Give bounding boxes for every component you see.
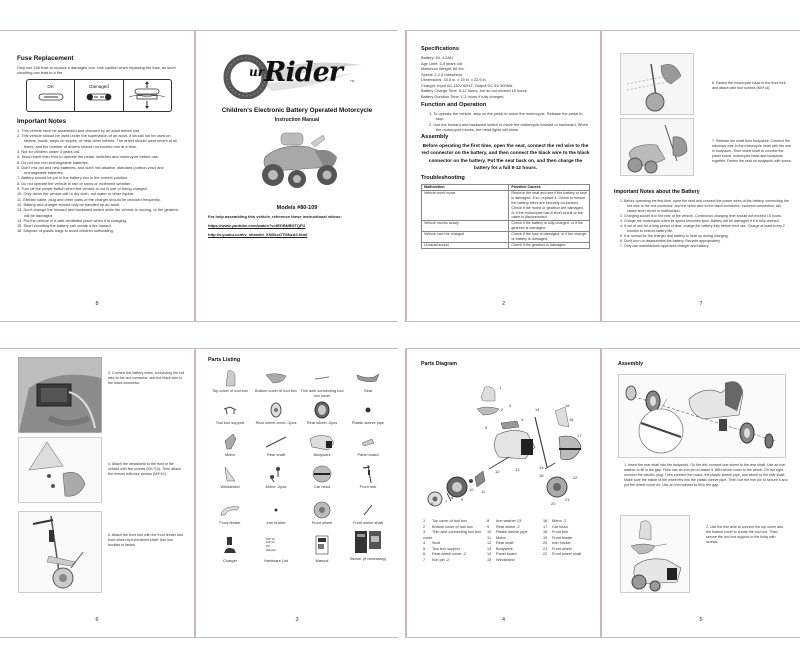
battery-notes-heading: Important Notes about the Battery	[614, 189, 700, 195]
spread-top-right	[405, 30, 800, 322]
parts-diagram-heading: Parts Diagram	[421, 361, 457, 367]
step4-text: 4. Attach the windshield to the front of the vehicle with five screws (M3 *10). Then attach the mirrors with four screws (M3*10).	[108, 462, 182, 476]
part-rear-wheel: Rear wheel -2pcs	[298, 401, 346, 426]
logo-main: Rider	[264, 57, 342, 88]
note-item: 14. Put the vehicle in a well-ventilated place when it is charging.	[17, 217, 127, 223]
fuse-heading: Fuse Replacement	[17, 55, 74, 62]
header-cell: Malfunction	[422, 185, 509, 191]
svg-text:6: 6	[431, 501, 434, 506]
part-front-wheel: Front wheel	[298, 501, 346, 526]
note-item: 11. Electric cable, plug and other parts of the charger should be checked frequently.	[17, 196, 161, 202]
legend-item: 17 Car head	[543, 524, 568, 529]
part-windshield: Windshield	[206, 465, 254, 490]
rear-axle-assembly-image	[618, 374, 786, 458]
svg-text:19: 19	[539, 465, 544, 470]
table-cell: Check if the gearbox is damaged.	[509, 242, 590, 248]
spec-item: Battery Charge Time: 8-12 hours, but do not exceed 15 hours	[421, 88, 527, 93]
fuse-text: Only use 15A fuse to replace a damaged one. Use caution when replacing the fuse, as short circuiting can lead to a fire.	[17, 65, 176, 76]
spec-heading: Specifications	[421, 46, 459, 52]
note-item: 1. This vehicle must be assembled and checked by an adult before use.	[17, 127, 141, 133]
part-rear-shaft: Rear shaft	[252, 433, 300, 458]
parts-legend-col2	[487, 519, 542, 563]
svg-text:22: 22	[573, 475, 578, 480]
svg-text:3: 3	[509, 403, 512, 408]
assembly-step2: 2. Use the thin axle to connect the top cover and the bottom cover to create the tool box. Then, secure the tool box support to the body with screws.	[706, 525, 784, 544]
legend-item: 4 Seat	[423, 541, 440, 545]
part-seat: Seat	[344, 369, 392, 394]
part-panel-board: Panel board	[344, 433, 392, 458]
fuse-holder-icon	[127, 81, 167, 109]
page-number: 3	[295, 617, 299, 623]
cover-title: Children's Electronic Battery Operated Motorcycle	[221, 107, 373, 114]
note-item: 10. Only clean the vehicle with a dry cloth, not water or other liquids.	[17, 191, 135, 197]
parts-listing-heading: Parts Listing	[208, 357, 241, 363]
spec-item: Dimensions: 34.5 in. x 15 in. x 22.5 in.	[421, 77, 487, 82]
part-iron-buckle: Iron buckle	[252, 501, 300, 526]
spec-item: Battery Duration Time: 1-2 hours if fully charged	[421, 93, 504, 99]
page-8	[0, 31, 194, 321]
fuse-diagram	[26, 79, 172, 112]
note-item: 16. Dispose of plastic bags to avoid children suffocating.	[17, 228, 114, 234]
legend-item: 16 Mirror -2	[543, 519, 567, 523]
page-number: 6	[95, 617, 99, 623]
note-item: 9. Turn off the power switch when the vehicle is not in use or being charged.	[17, 186, 148, 192]
svg-text:17: 17	[577, 433, 582, 438]
youku-video-link[interactable]: http://v.youku.com/v_show/id_XNDkxOTI5NzA0.html	[208, 232, 308, 237]
fuse-damaged-cell	[75, 80, 123, 111]
battery-notes-list	[620, 199, 790, 249]
assembly-warning: Before operating the first time, open the seat, connect the red wire to the red connector on the battery, and then connect the black wire to the black connector on the battery. Put the seat back on, and then charge the battery for a full 8-12 hours.	[421, 144, 590, 171]
legend-item: 3 Thin axle connecting tool box cover	[423, 530, 482, 540]
step7-image	[620, 118, 694, 176]
legend-item: 10 Plastic sleeve pipe	[487, 530, 528, 534]
svg-text:13: 13	[515, 467, 520, 472]
part-hardware-list: M3*10 M4*14 Pin Washer Hardware List	[263, 536, 288, 563]
page-4	[407, 349, 600, 637]
cover-subtitle: Instruction Manual	[274, 117, 320, 123]
page-number: 8	[95, 301, 99, 307]
svg-text:1: 1	[499, 385, 502, 390]
table-cell: Vehicle won't move	[422, 190, 509, 220]
battery-note: 1. Before operating the first time, open the seat and connect the power wires of the battery, connecting the red wire to the red connector, and the black wire to the black connector. Incorrect connection, will cause short circuit or malfunction.	[620, 199, 789, 213]
legend-item: 12 Rear shaft	[487, 541, 514, 545]
note-item: 12. Battery and charger should only be handled by an adult.	[17, 201, 120, 207]
legend-item: 15 Windshield	[487, 557, 515, 562]
fuse-ok-cell	[27, 80, 75, 111]
battery-note: 4. If out of use for a long period of time, charge the battery fully before next use. Charge at least every 2 months to extend battery life.	[620, 224, 785, 233]
fuse-holder-cell	[124, 80, 171, 111]
table-cell: Check if the fuse is damaged, or if the charger or battery is damaged.	[509, 232, 590, 243]
table-cell: Vehicle can't be charged	[422, 232, 509, 243]
exploded-parts-diagram	[417, 377, 597, 507]
legend-item: 9 Rear wheel -2	[487, 524, 520, 529]
note-item: 5. Do not use non-rechargeable batteries.	[17, 159, 89, 165]
svg-text:8: 8	[451, 495, 454, 500]
spec-list	[421, 55, 590, 99]
table-cell: Check if the battery is fully charged, or if the gearbox is damaged.	[509, 221, 590, 232]
models-label: Models #80-109	[276, 205, 318, 211]
legend-item: 21 Front wheel	[543, 546, 572, 551]
legend-item: 1 Top cover of tool box	[423, 519, 468, 523]
part-tool-box-support: Tool box support	[206, 401, 254, 426]
front-fork-image	[18, 511, 102, 593]
step7-text: 7. Release the shaft from bodywork. Connect the electrical wire in the motorcycle head with the one in bodywork. Then insert shaft to connect the panel board, motorcycle head and bodywork together. Fasten the seat on bodywork with screw.	[712, 139, 792, 163]
legend-item: 2 Bottom cover of tool box	[423, 524, 473, 529]
logo-prefix: ur	[249, 65, 265, 79]
page-number: 5	[699, 617, 703, 623]
svg-text:18: 18	[539, 473, 544, 478]
function-heading: Function and Operation	[421, 102, 487, 108]
youtube-video-link[interactable]: https://www.youtube.com/watch?v=fEDBNBDTQFU	[208, 223, 306, 228]
svg-text:5: 5	[485, 425, 488, 430]
legend-item: 7 Iron pin -2	[423, 557, 450, 562]
svg-text:4: 4	[521, 417, 524, 422]
spec-item: Maximum Weight: 66 lbs.	[421, 66, 465, 71]
note-item: 6. Don't mix old and new batteries, and don't mix alkaline, standard (carbon-zinc) and rechargeable batteries.	[17, 164, 164, 176]
logo-tm: TM	[350, 79, 355, 83]
table-row	[422, 232, 590, 243]
legend-item: 22 Front wheel shaft	[543, 552, 582, 556]
part-front-wheel-shaft: Front wheel shaft	[344, 501, 392, 526]
note-item: 3. Not for children under 3 years old.	[17, 149, 80, 154]
step6-text: 6. Fasten the motorcycle head to the front fork and attach with four screws (M4*14).	[712, 81, 786, 90]
part-top-cover: Top cover of tool box	[206, 369, 254, 394]
tool-box-image	[620, 515, 690, 593]
legend-item: 5 Tool box support	[423, 546, 460, 551]
battery-note: 5. It is normal for the charger and battery to heat up during charging.	[620, 234, 729, 238]
part-manual: Manual	[298, 533, 346, 564]
part-rear-wheel-cover: Rear wheel cover -2pcs	[252, 401, 300, 426]
part-bottom-cover: Bottom cover of tool box	[252, 369, 300, 394]
fuse-damaged-icon	[84, 92, 114, 102]
part-motor: Motor	[206, 433, 254, 458]
battery-note: 3. Charge the motorcycle when its speed becomes slow. Battery will be damaged if it is fully drained.	[620, 219, 780, 223]
parts-legend-col1	[423, 519, 483, 563]
header-cell: Possible Causes	[509, 185, 590, 191]
svg-text:20: 20	[551, 501, 556, 506]
note-item: 7. Battery should be put in the battery box in the correct position.	[17, 175, 129, 181]
step3-text: 3. Connect the battery wires, connecting the red wire to the red connector, and the black wire to the black connector.	[108, 371, 185, 385]
cover-page	[196, 31, 398, 321]
svg-text:11: 11	[481, 489, 486, 494]
part-plastic-sleeve-pipe: Plastic sleeve pipe	[344, 401, 392, 426]
page-number: 4	[501, 617, 506, 623]
note-item: 2. This vehicle should be used under the supervision of an adult. It should not be used on streets, roads, steps on slopes, or near other vehicle. The driver should wear shoes at all times, and the number of drivers should not exceed one at a time.	[17, 133, 177, 149]
spread-top-left	[0, 30, 398, 322]
spread-bottom-left	[0, 348, 398, 638]
parts-legend-col3	[543, 519, 598, 558]
step5-text: 5. Attach the front fork with the front fender and front wheel by front wheel shaft. Use iron buckles to fasten.	[108, 533, 183, 547]
spec-item: Charger: Input AC 110V 60HZ, Output DC 6V 500MA	[421, 82, 513, 88]
svg-text:21: 21	[565, 497, 570, 502]
note-item: 13. Don't change the forward and backward switch while the vehicle is moving, or the gearbox will be damaged.	[17, 207, 179, 218]
legend-item: 6 Rear wheel cover -2	[423, 552, 466, 556]
assembly-heading: Assembly	[421, 134, 449, 141]
spec-item: Battery: 6V, 4.5AH	[421, 55, 453, 60]
svg-text:15: 15	[565, 403, 570, 408]
part-charger: Charger	[206, 533, 254, 564]
page-number: 7	[699, 301, 703, 307]
part-car-head: Car head	[298, 465, 346, 490]
part-thin-axle: Thin axle connecting tool box cover	[298, 369, 346, 398]
battery-note: 6. Don't burn or disassemble the battery. Recycle appropriately.	[620, 239, 721, 243]
battery-wires-photo	[18, 357, 102, 433]
page-6	[0, 349, 194, 637]
page-number: 2	[501, 301, 506, 307]
function-item: 1. To operate the vehicle, step on the pedal to move the motorcycle. Release the pedal to stop.	[429, 111, 583, 122]
svg-text:9: 9	[461, 497, 464, 502]
fuse-ok-label: OK	[47, 83, 54, 89]
part-front-fender: Front fender	[206, 501, 254, 526]
part-sticker: Sticker (If necessary)	[344, 529, 392, 562]
legend-item: 19 Front fender	[543, 535, 573, 540]
spread-bottom-right	[405, 348, 800, 638]
part-mirror: Mirror -2pcs	[252, 465, 300, 490]
motorcycle-image	[251, 129, 343, 191]
svg-text:14: 14	[535, 407, 540, 412]
table-cell: Vehicle moves slowly	[422, 221, 509, 232]
spec-item: Age Limit: 3-5 years old	[421, 60, 462, 66]
legend-item: 14 Panel board	[487, 552, 517, 556]
svg-text:12: 12	[495, 469, 500, 474]
legend-item: 18 Front fork	[543, 530, 569, 534]
battery-note: 7. Only use manufacturer approved charger and battery.	[620, 244, 710, 248]
part-front-fork: Front fork	[344, 465, 392, 490]
svg-text:16: 16	[569, 417, 574, 422]
page-7	[602, 31, 800, 321]
legend-item: 20 Iron buckle	[543, 541, 571, 545]
battery-note: 2. Charging socket is in the rear of the vehicle. Continuous charging time should not exceed 15 hours.	[620, 214, 782, 218]
note-item: 4. Teach each rider how to operate the pedal, switches and motorcycle before use.	[17, 154, 160, 160]
legend-item: 8 Iron washer 13	[487, 519, 522, 523]
part-bodywork: Bodywork	[298, 433, 346, 458]
step6-image	[620, 53, 694, 115]
troubleshooting-heading: Troubleshooting	[421, 175, 465, 181]
svg-text:2: 2	[501, 407, 504, 412]
function-item: 2. Use the forward and backward switch to move the motorcycle forward or backward. When the motorcycle moves, the head lights will shine.	[429, 121, 588, 132]
fuse-damaged-label: Damaged	[89, 83, 109, 89]
table-cell: Unusual sound	[422, 242, 509, 248]
table-cell: Remove the seat and see if the battery or fuse is damaged. If so, replace it. Check to ensure the battery wires are securely connected. Check if the motor or gearbox are damaged, or if the motorcycle has a short circuit or the cable is disconnected.	[509, 190, 590, 220]
troubleshooting-table	[421, 184, 590, 249]
important-notes-list	[17, 128, 184, 234]
fuse-ok-icon	[36, 92, 66, 102]
notes-heading: Important Notes	[17, 117, 66, 125]
page-2	[407, 31, 600, 321]
svg-text:7: 7	[445, 499, 448, 504]
ur-rider-logo	[222, 53, 372, 99]
page-3	[196, 349, 398, 637]
table-row	[422, 242, 590, 248]
legend-item: 13 Bodywork	[487, 546, 513, 551]
page-5	[602, 349, 800, 637]
help-text: For help assembling this vehicle, reference these instructional videos:	[208, 214, 342, 219]
windshield-image	[18, 437, 102, 503]
table-row	[422, 190, 590, 220]
svg-text:10: 10	[469, 487, 474, 492]
note-item: 8. Do not operate the vehicle in rain or snow or inclement weather.	[17, 180, 132, 186]
spec-item: Speed: 2-2.5 miles/hour	[421, 71, 463, 77]
assembly-heading: Assembly	[618, 361, 644, 367]
table-row	[422, 221, 590, 232]
note-item: 15. Short circuiting the battery can create a fire hazard.	[17, 223, 112, 229]
legend-item: 11 Motor	[487, 535, 506, 540]
assembly-step1: 1. Insert the rear shaft into the bodywork. On the left, connect one wheel to the rear shaft. Use an iron washer to fill in the gap. Then use an iron pin to fasten it. Affix wheel cover to the wheel. On the right, connect the electric plug. Then connect the motor, the plastic sleeve pipe, and wheel to the rear shaft. Make sure the inside of the wheel fits into the plastic sleeve pipe. Then use the iron pin to secure it and put the wheel cover on. Use an iron washer to fill in the gap.	[624, 463, 788, 487]
function-list	[421, 111, 590, 132]
